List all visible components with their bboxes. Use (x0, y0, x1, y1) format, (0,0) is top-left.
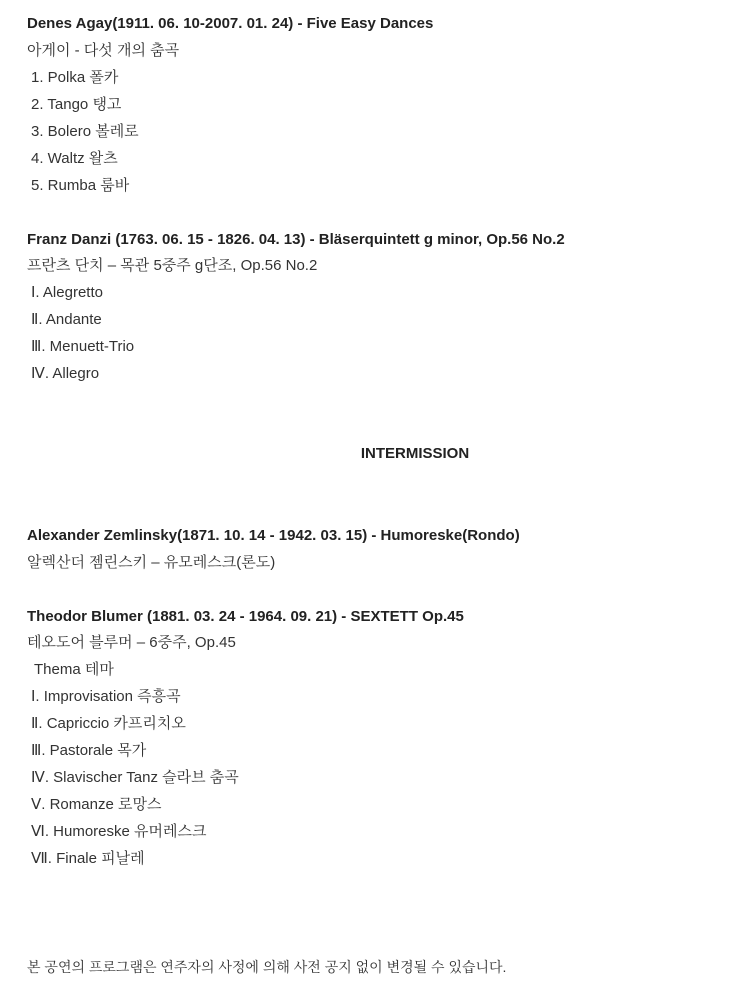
piece-title-agay: Denes Agay(1911. 06. 10-2007. 01. 24) - Five Easy Dances (27, 15, 434, 32)
piece-subtitle-blumer: 테오도어 블루머 – 6중주, Op.45 (27, 634, 236, 651)
piece-title-zemlinsky: Alexander Zemlinsky(1871. 10. 14 - 1942. 03. 15) - Humoreske(Rondo) (27, 527, 520, 544)
movement-item: Ⅱ. Andante (31, 311, 102, 328)
intermission-heading: INTERMISSION (360, 445, 470, 462)
movement-item: Ⅳ. Slavischer Tanz 슬라브 춤곡 (31, 769, 239, 786)
piece-subtitle-danzi: 프란츠 단치 – 목관 5중주 g단조, Op.56 No.2 (27, 257, 318, 274)
movement-item: 1. Polka 폴카 (31, 69, 119, 86)
piece-subtitle-zemlinsky: 알렉산더 젬린스키 – 유모레스크(론도) (27, 554, 276, 571)
movement-item: Ⅲ. Menuett-Trio (31, 338, 135, 355)
movement-item: Ⅰ. Improvisation 즉흥곡 (31, 688, 181, 705)
piece-subtitle-agay: 아게이 - 다섯 개의 춤곡 (27, 42, 180, 59)
movement-item: Ⅴ. Romanze 로망스 (31, 796, 162, 813)
program-change-notice: 본 공연의 프로그램은 연주자의 사정에 의해 사전 공지 없이 변경될 수 있습니다. (27, 959, 507, 975)
movement-item: Ⅶ. Finale 피날레 (31, 850, 145, 867)
movement-item: Ⅱ. Capriccio 카프리치오 (31, 715, 186, 732)
movement-item: Ⅰ. Alegretto (31, 284, 103, 301)
movement-item: Ⅲ. Pastorale 목가 (31, 742, 147, 759)
movement-item: Ⅵ. Humoreske 유머레스크 (31, 823, 207, 840)
movement-item: 4. Waltz 왈츠 (31, 150, 118, 167)
movement-item: 2. Tango 탱고 (31, 96, 122, 113)
movement-item: Ⅳ. Allegro (31, 365, 100, 382)
piece-title-blumer: Theodor Blumer (1881. 03. 24 - 1964. 09. 21) - SEXTETT Op.45 (27, 608, 464, 625)
movement-item: 3. Bolero 볼레로 (31, 123, 139, 140)
movement-item: 5. Rumba 룸바 (31, 177, 130, 194)
piece-title-danzi: Franz Danzi (1763. 06. 15 - 1826. 04. 13) - Bläserquintett g minor, Op.56 No.2 (27, 231, 565, 248)
movement-item: Thema 테마 (34, 661, 114, 678)
